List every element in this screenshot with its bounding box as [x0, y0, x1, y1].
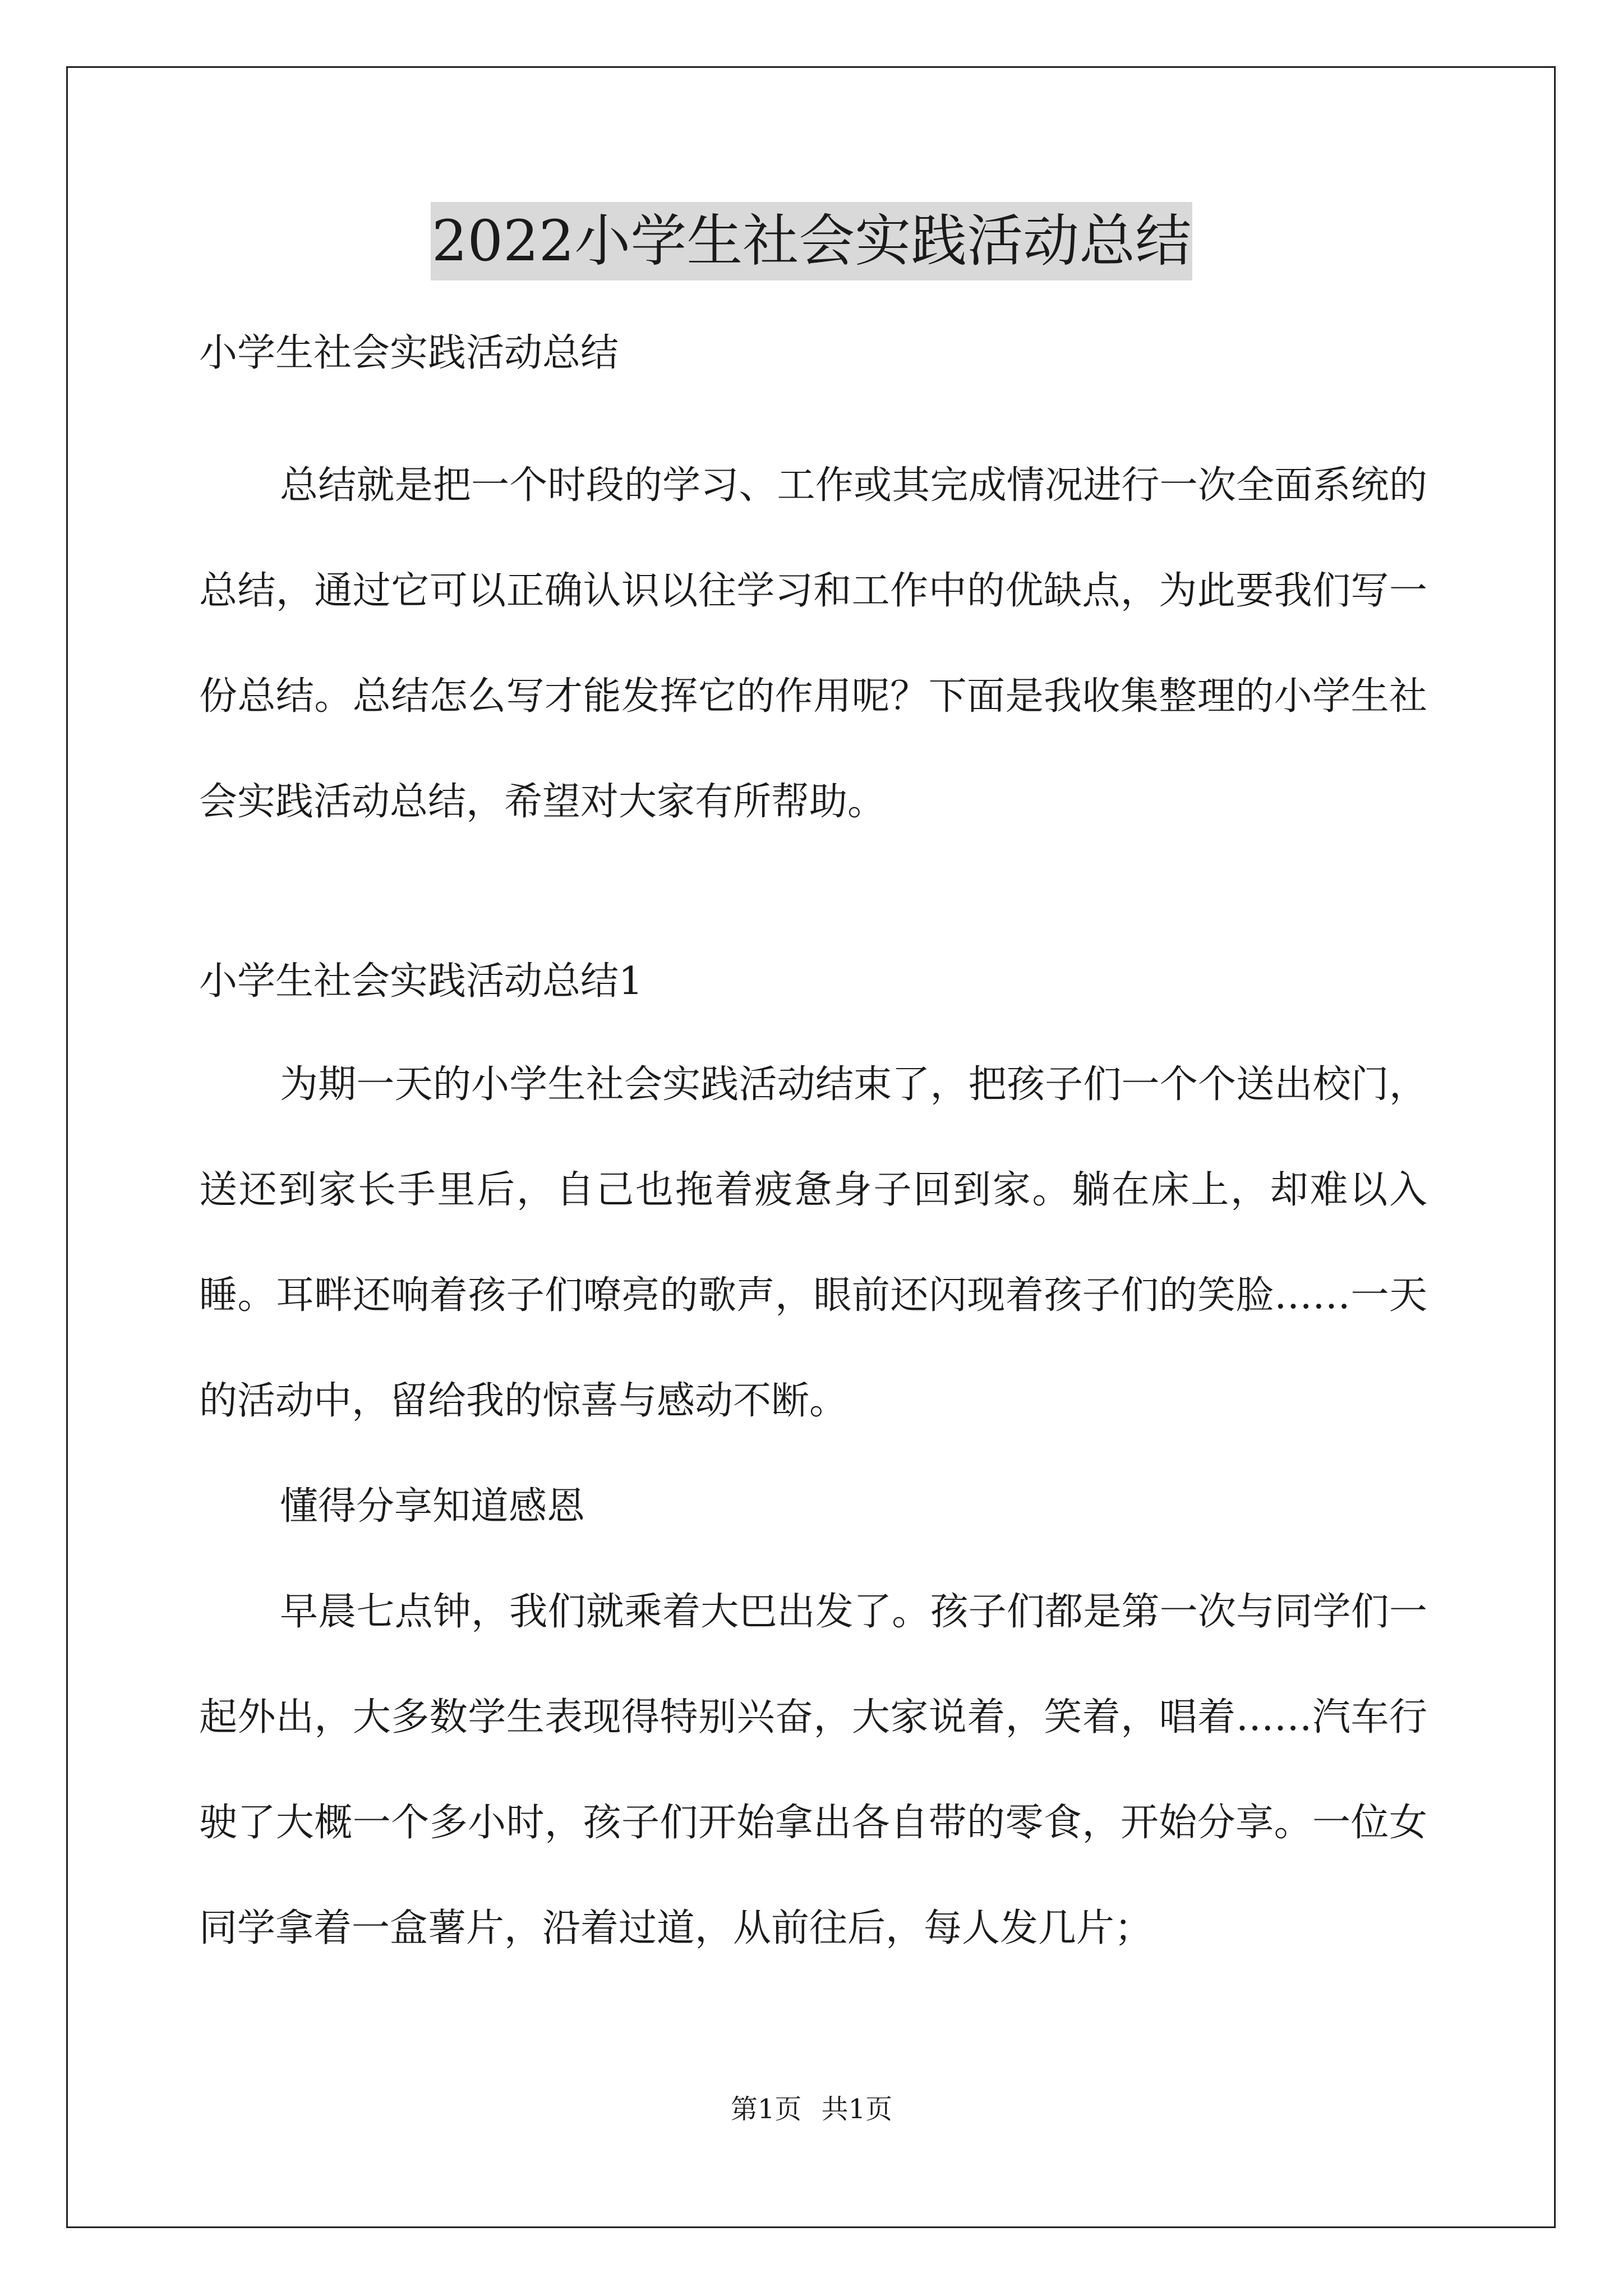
- section-paragraph: 早晨七点钟，我们就乘着大巴出发了。孩子们都是第一次与同学们一起外出，大多数学生表现得特别兴奋，大家说着，笑着，唱着……汽车行驶了大概一个多小时，孩子们开始拿出各自带的零食，开始分享。一位女同学拿着一盒薯片，沿着过道，从前往后，每人发几片；: [199, 1590, 1427, 1950]
- intro-paragraph: 总结就是把一个时段的学习、工作或其完成情况进行一次全面系统的总结，通过它可以正确认识以往学习和工作中的优缺点，为此要我们写一份总结。总结怎么写才能发挥它的作用呢？下面是我收集整理的小学生社会实践活动总结，希望对大家有所帮助。: [199, 463, 1427, 824]
- page-number-current: 第1页: [730, 2093, 802, 2125]
- page-number-total: 共1页: [821, 2093, 893, 2125]
- section-subheading: 懂得分享知道感恩: [280, 1484, 585, 1529]
- intro-heading: 小学生社会实践活动总结: [199, 331, 619, 375]
- section-paragraph: 为期一天的小学生社会实践活动结束了，把孩子们一个个送出校门，送还到家长手里后，自己也拖着疲惫身子回到家。躺在床上，却难以入睡。耳畔还响着孩子们嘹亮的歌声，眼前还闪现着孩子们的笑脸……一天的活动中，留给我的惊喜与感动不断。: [199, 1062, 1427, 1423]
- title-container: [0, 202, 1623, 280]
- section-spacer: [199, 855, 1427, 954]
- page-footer: [0, 2092, 1623, 2126]
- document-body: [199, 325, 1427, 1981]
- document-title: 2022小学生社会实践活动总结: [431, 202, 1193, 280]
- section-heading: 小学生社会实践活动总结1: [199, 959, 643, 1004]
